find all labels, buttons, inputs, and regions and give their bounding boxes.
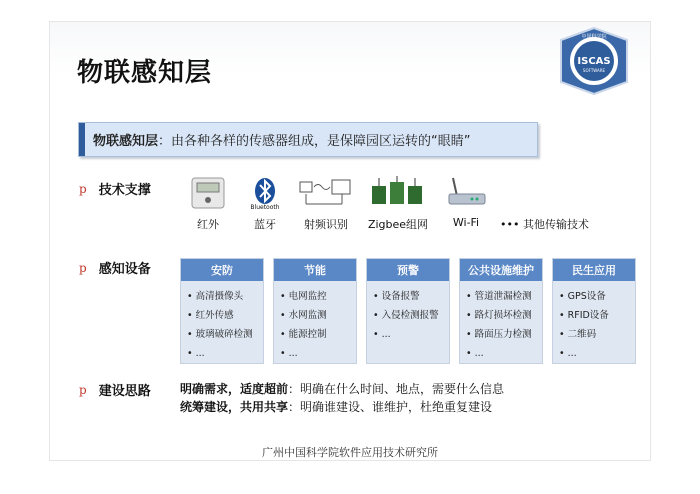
idea-bold: 统筹建设，共用共享: [180, 400, 289, 414]
device-box-security: [180, 258, 264, 364]
logo-sub-text: SOFTWARE: [582, 68, 606, 73]
idea-line-2: [180, 398, 492, 415]
section-devices: [79, 258, 151, 277]
list-item: • RFID设备: [559, 310, 609, 321]
idea-line-1: [180, 380, 504, 397]
list-item: • 玻璃破碎检测: [187, 329, 253, 340]
bullet-marker: p: [79, 260, 87, 275]
definition-text: [85, 130, 471, 149]
device-box-livelihood: [552, 258, 636, 364]
box-header: 公共设施维护: [460, 259, 542, 281]
logo-top-text: 中国科学院: [581, 34, 607, 40]
list-item: • 能源控制: [280, 329, 327, 340]
tech-label: Zigbee组网: [367, 218, 429, 231]
tech-item-zigbee: [362, 176, 434, 232]
list-item: • 红外传感: [187, 310, 234, 321]
infrared-meter-icon: [183, 176, 233, 210]
list-item: • 电网监控: [280, 291, 327, 302]
tech-label: ••• 其他传输技术: [500, 218, 589, 231]
tech-item-infrared: [183, 176, 233, 232]
bluetooth-icon: [240, 176, 290, 210]
list-item: • ...: [373, 329, 391, 340]
rfid-icon: [298, 176, 354, 210]
list-item: • 入侵检测报警: [373, 310, 439, 321]
list-item: • 二维码: [559, 329, 597, 340]
device-boxes: [180, 258, 636, 364]
box-header: 节能: [274, 259, 356, 281]
box-header: 预警: [367, 259, 449, 281]
idea-text: ：明确在什么时间、地点，需要什么信息: [288, 382, 505, 396]
tech-label: 蓝牙: [254, 218, 276, 231]
iscas-logo: [557, 26, 631, 96]
device-box-warning: [366, 258, 450, 364]
device-box-facility: [459, 258, 543, 364]
tech-label: Wi-Fi: [452, 216, 480, 229]
list-item: • GPS设备: [559, 291, 606, 302]
tech-item-other: [500, 216, 610, 232]
slide: [50, 22, 650, 460]
list-item: • 路面压力检测: [466, 329, 532, 340]
box-header: 民生应用: [553, 259, 635, 281]
list-item: • ...: [466, 348, 484, 359]
logo-main-text: ISCAS: [577, 56, 611, 67]
idea-text: ：明确谁建设、谁维护，杜绝重复建设: [288, 400, 493, 414]
list-item: • ...: [559, 348, 577, 359]
section-tech: [79, 179, 151, 198]
bullet-marker: p: [79, 181, 87, 196]
list-item: • ...: [280, 348, 298, 359]
bullet-marker: p: [79, 382, 87, 397]
list-item: • ...: [187, 348, 205, 359]
tech-item-rfid: [298, 176, 354, 232]
tech-label: 射频识别: [304, 218, 348, 231]
tech-item-bluetooth: [240, 176, 290, 232]
tech-label: 红外: [197, 218, 219, 231]
page-title: 物联感知层: [77, 58, 213, 88]
zigbee-modules-icon: [368, 176, 428, 210]
section-tech-label: 技术支撑: [98, 183, 151, 198]
definition-label: 物联感知层: [93, 134, 159, 149]
bluetooth-word: Bluetooth: [250, 204, 280, 210]
idea-bold: 明确需求，适度超前: [180, 382, 289, 396]
tech-item-wifi: [442, 176, 490, 229]
section-ideas-label: 建设思路: [98, 384, 151, 399]
definition-body: ：由各种各样的传感器组成，是保障园区运转的“眼睛”: [158, 134, 471, 149]
list-item: • 路灯损坏检测: [466, 310, 532, 321]
definition-box: [78, 122, 538, 157]
section-devices-label: 感知设备: [98, 262, 151, 277]
list-item: • 水网监测: [280, 310, 327, 321]
list-item: • 管道泄漏检测: [466, 291, 532, 302]
list-item: • 高清摄像头: [187, 291, 244, 302]
box-header: 安防: [181, 259, 263, 281]
section-ideas: [79, 380, 151, 399]
footer-text: 广州中国科学院软件应用技术研究所: [262, 446, 438, 459]
device-box-energy: [273, 258, 357, 364]
wifi-router-icon: [442, 176, 492, 210]
list-item: • 设备报警: [373, 291, 420, 302]
